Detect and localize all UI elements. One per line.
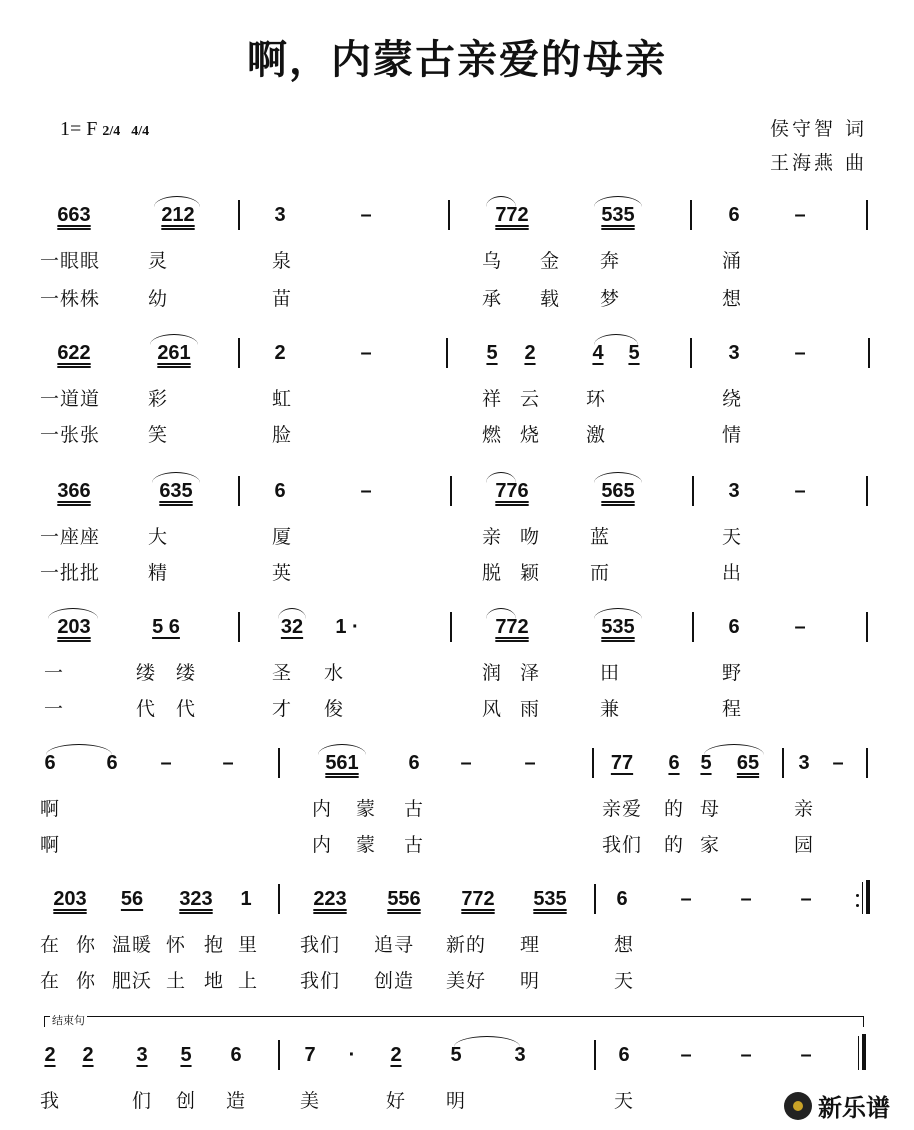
note-group: 663 xyxy=(57,204,91,226)
dash: – xyxy=(794,616,806,638)
lyric: 明 xyxy=(446,1090,467,1112)
dash: – xyxy=(160,752,172,774)
note-group: 65 xyxy=(736,752,760,774)
barline xyxy=(866,476,868,506)
dash: – xyxy=(360,204,372,226)
lyric: 水 xyxy=(324,662,345,684)
repeat-dot xyxy=(856,904,859,907)
lyric: 园 xyxy=(794,834,815,856)
barline xyxy=(866,748,868,778)
coda-bracket xyxy=(44,1016,864,1027)
slur xyxy=(486,608,516,619)
lyric: 一 xyxy=(44,662,65,684)
lyric: 天 xyxy=(614,1090,635,1112)
barline xyxy=(238,612,240,642)
barline xyxy=(692,476,694,506)
lyric: 好 xyxy=(386,1090,407,1112)
note: 4 xyxy=(592,342,604,364)
note: 5 xyxy=(700,752,712,774)
note-group: 772 xyxy=(495,204,529,226)
lyric: 蒙 xyxy=(356,798,377,820)
note: 3 xyxy=(728,342,740,364)
dash: – xyxy=(460,752,472,774)
slur xyxy=(318,744,366,755)
note-group: 56 xyxy=(120,888,144,910)
lyric: 我们 xyxy=(300,934,341,956)
key-signature xyxy=(60,118,149,141)
lyric: 的 xyxy=(664,798,685,820)
dash: – xyxy=(800,1044,812,1066)
lyric: 我 xyxy=(40,1090,61,1112)
lyric: 想 xyxy=(722,288,743,310)
note: 6 xyxy=(728,204,740,226)
note-group: 772 xyxy=(495,616,529,638)
dash: – xyxy=(794,342,806,364)
note: 6 xyxy=(618,1044,630,1066)
dash: – xyxy=(680,1044,692,1066)
lyric: 颖 xyxy=(520,562,541,584)
lyric: 风 xyxy=(482,698,503,720)
lyric: 笑 xyxy=(148,424,169,446)
lyric: 烧 xyxy=(520,424,541,446)
lyric: 在 xyxy=(40,970,61,992)
lyric: 天 xyxy=(722,526,743,548)
note-group: 77 xyxy=(610,752,634,774)
lyric: 蒙 xyxy=(356,834,377,856)
vinyl-record-icon xyxy=(784,1092,812,1120)
note: 5 xyxy=(180,1044,192,1066)
note: 6 xyxy=(44,752,56,774)
lyric: 啊 xyxy=(40,834,61,856)
lyric: 蓝 xyxy=(590,526,611,548)
slur xyxy=(152,472,200,483)
lyric: 亲 xyxy=(794,798,815,820)
note-group: 261 xyxy=(157,342,191,364)
dash: – xyxy=(222,752,234,774)
lyric: 绕 xyxy=(722,388,743,410)
lyric: 你 xyxy=(76,970,97,992)
barline xyxy=(866,612,868,642)
lyric: 泉 xyxy=(272,250,293,272)
lyric: 圣 xyxy=(272,662,293,684)
lyric: 金 xyxy=(540,250,561,272)
slur xyxy=(486,196,516,207)
lyric: 一批批 xyxy=(40,562,101,584)
slur xyxy=(46,744,112,755)
barline xyxy=(862,882,863,914)
barline xyxy=(690,338,692,368)
note: 5 xyxy=(628,342,640,364)
note-group: 203 xyxy=(53,888,87,910)
lyric: 母 xyxy=(700,798,721,820)
lyric: 抱 xyxy=(204,934,225,956)
lyric: 明 xyxy=(520,970,541,992)
barline xyxy=(238,476,240,506)
lyric: 润 xyxy=(482,662,503,684)
note: 6 xyxy=(616,888,628,910)
lyric: 天 xyxy=(614,970,635,992)
lyric: 一 xyxy=(44,698,65,720)
barline xyxy=(278,884,280,914)
lyric: 一道道 xyxy=(40,388,101,410)
site-logo xyxy=(784,1088,890,1123)
lyric: 里 xyxy=(238,934,259,956)
note: 6 xyxy=(668,752,680,774)
coda-label: 结束句 xyxy=(52,1014,85,1027)
lyric: 一张张 xyxy=(40,424,101,446)
slur xyxy=(48,608,98,619)
note-group: 535 xyxy=(533,888,567,910)
note: 5 xyxy=(486,342,498,364)
slur xyxy=(594,472,642,483)
note-group: 776 xyxy=(495,480,529,502)
lyric: 内 xyxy=(312,834,333,856)
lyric: 追寻 xyxy=(374,934,415,956)
end-repeat-barline xyxy=(866,880,870,914)
note-group: 366 xyxy=(57,480,91,502)
lyric: 吻 xyxy=(520,526,541,548)
time-signature-1: 2/4 xyxy=(102,124,121,139)
note: 3 xyxy=(798,752,810,774)
composer-credit: 王海燕 曲 xyxy=(770,152,868,174)
note: 1 xyxy=(240,888,252,910)
dash: – xyxy=(740,1044,752,1066)
lyric: 造 xyxy=(226,1090,247,1112)
lyric: 英 xyxy=(272,562,293,584)
dash: – xyxy=(360,480,372,502)
lyric: 缕 xyxy=(176,662,197,684)
lyric: 大 xyxy=(148,526,169,548)
logo-text: 新乐谱 xyxy=(818,1094,890,1122)
lyric: 你 xyxy=(76,934,97,956)
lyric: 啊 xyxy=(40,798,61,820)
lyric: 雨 xyxy=(520,698,541,720)
dash: – xyxy=(524,752,536,774)
note: 7 xyxy=(304,1044,316,1066)
barline xyxy=(594,1040,596,1070)
barline xyxy=(690,200,692,230)
lyric: 缕 xyxy=(136,662,157,684)
lyric: 古 xyxy=(404,798,425,820)
dash: – xyxy=(832,752,844,774)
lyric: 古 xyxy=(404,834,425,856)
lyric: 新的 xyxy=(446,934,487,956)
barline xyxy=(446,338,448,368)
slur xyxy=(150,334,198,345)
barline xyxy=(782,748,784,778)
note: 6 xyxy=(274,480,286,502)
lyric: 上 xyxy=(238,970,259,992)
lyric: 的 xyxy=(664,834,685,856)
slur xyxy=(454,1036,520,1047)
barline xyxy=(594,884,596,914)
note-group: 323 xyxy=(179,888,213,910)
lyric: 脸 xyxy=(272,424,293,446)
note: 3 xyxy=(514,1044,526,1066)
note-group: 223 xyxy=(313,888,347,910)
slur xyxy=(594,334,638,345)
slur xyxy=(594,196,642,207)
lyric: 内 xyxy=(312,798,333,820)
barline xyxy=(278,748,280,778)
lyric: 代 xyxy=(136,698,157,720)
lyric: 野 xyxy=(722,662,743,684)
dash: – xyxy=(794,480,806,502)
barline xyxy=(592,748,594,778)
lyric: 精 xyxy=(148,562,169,584)
lyric: 地 xyxy=(204,970,225,992)
note-group: 561 xyxy=(325,752,359,774)
lyric: 苗 xyxy=(272,288,293,310)
dash: – xyxy=(680,888,692,910)
barline xyxy=(448,200,450,230)
lyric: 彩 xyxy=(148,388,169,410)
lyric: 一眼眼 xyxy=(40,250,101,272)
note-group: 635 xyxy=(159,480,193,502)
lyric: 情 xyxy=(722,424,743,446)
barline xyxy=(278,1040,280,1070)
note: 3 xyxy=(728,480,740,502)
lyricist-credit: 侯守智 词 xyxy=(770,118,868,140)
lyric: 土 xyxy=(166,970,187,992)
key-label: 1= F xyxy=(60,118,98,140)
lyric: 泽 xyxy=(520,662,541,684)
note-group: 565 xyxy=(601,480,635,502)
dash: – xyxy=(794,204,806,226)
note-group: 5 6 xyxy=(152,616,180,638)
lyric: 程 xyxy=(722,698,743,720)
lyric: 温暖 xyxy=(112,934,153,956)
lyric: 梦 xyxy=(600,288,621,310)
slur xyxy=(278,608,306,619)
time-signature-2: 4/4 xyxy=(131,124,150,139)
lyric: 肥沃 xyxy=(112,970,153,992)
lyric: 激 xyxy=(586,424,607,446)
dot: · xyxy=(348,1044,356,1066)
note: 2 xyxy=(524,342,536,364)
lyric: 亲 xyxy=(482,526,503,548)
lyric: 怀 xyxy=(166,934,187,956)
lyric: 创 xyxy=(176,1090,197,1112)
barline xyxy=(692,612,694,642)
slur xyxy=(486,472,516,483)
lyric: 而 xyxy=(590,562,611,584)
lyric: 田 xyxy=(600,662,621,684)
page-title: 啊，内蒙古亲爱的母亲 xyxy=(247,37,667,83)
lyric: 在 xyxy=(40,934,61,956)
note: 2 xyxy=(390,1044,402,1066)
lyric: 奔 xyxy=(600,250,621,272)
note: 2 xyxy=(44,1044,56,1066)
lyric: 代 xyxy=(176,698,197,720)
repeat-dot xyxy=(856,894,859,897)
note-group: 535 xyxy=(601,616,635,638)
note-group: 203 xyxy=(57,616,91,638)
lyric: 乌 xyxy=(482,250,503,272)
note-group: 622 xyxy=(57,342,91,364)
lyric: 我们 xyxy=(602,834,643,856)
note: 6 xyxy=(230,1044,242,1066)
lyric: 我们 xyxy=(300,970,341,992)
lyric: 载 xyxy=(540,288,561,310)
dash: – xyxy=(360,342,372,364)
lyric: 虹 xyxy=(272,388,293,410)
lyric: 想 xyxy=(614,934,635,956)
lyric: 燃 xyxy=(482,424,503,446)
lyric: 美好 xyxy=(446,970,487,992)
note: 5 xyxy=(450,1044,462,1066)
lyric: 云 xyxy=(520,388,541,410)
lyric: 幼 xyxy=(148,288,169,310)
lyric: 出 xyxy=(722,562,743,584)
lyric: 美 xyxy=(300,1090,321,1112)
slur xyxy=(154,196,200,207)
lyric: 兼 xyxy=(600,698,621,720)
lyric: 灵 xyxy=(148,250,169,272)
note: 6 xyxy=(408,752,420,774)
lyric: 一株株 xyxy=(40,288,101,310)
note: 3 xyxy=(274,204,286,226)
lyric: 承 xyxy=(482,288,503,310)
lyric: 们 xyxy=(132,1090,153,1112)
lyric: 环 xyxy=(586,388,607,410)
lyric: 亲爱 xyxy=(602,798,643,820)
barline xyxy=(450,612,452,642)
lyric: 厦 xyxy=(272,526,293,548)
final-barline xyxy=(862,1034,866,1070)
barline xyxy=(868,338,870,368)
note: 6 xyxy=(728,616,740,638)
lyric: 祥 xyxy=(482,388,503,410)
barline xyxy=(858,1036,859,1070)
barline xyxy=(238,200,240,230)
barline xyxy=(866,200,868,230)
barline xyxy=(238,338,240,368)
note: 2 xyxy=(274,342,286,364)
note-group: 212 xyxy=(161,204,195,226)
barline xyxy=(450,476,452,506)
note: 1 · xyxy=(335,616,359,638)
dash: – xyxy=(800,888,812,910)
lyric: 一座座 xyxy=(40,526,101,548)
lyric: 俊 xyxy=(324,698,345,720)
slur xyxy=(594,608,642,619)
note-group: 772 xyxy=(461,888,495,910)
note: 6 xyxy=(106,752,118,774)
note: 3 xyxy=(136,1044,148,1066)
note-group: 556 xyxy=(387,888,421,910)
slur xyxy=(704,744,764,755)
note-group: 535 xyxy=(601,204,635,226)
lyric: 脱 xyxy=(482,562,503,584)
lyric: 涌 xyxy=(722,250,743,272)
note: 2 xyxy=(82,1044,94,1066)
lyric: 理 xyxy=(520,934,541,956)
note-group: 32 xyxy=(280,616,304,638)
dash: – xyxy=(740,888,752,910)
lyric: 才 xyxy=(272,698,293,720)
lyric: 创造 xyxy=(374,970,415,992)
lyric: 家 xyxy=(700,834,721,856)
